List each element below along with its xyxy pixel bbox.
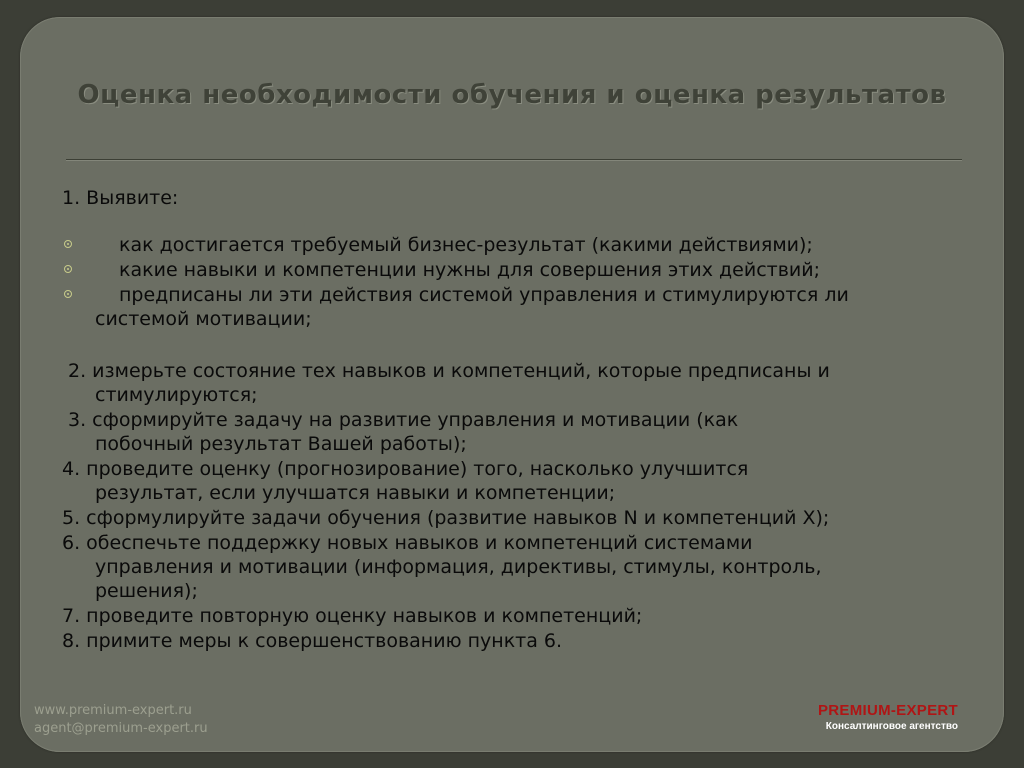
step-item: 7. проведите повторную оценку навыков и компетенций;: [62, 605, 643, 627]
bullet-item: предписаны ли эти действия системой управления и стимулируются ли: [119, 284, 849, 306]
step-item: 2. измерьте состояние тех навыков и компетенций, которые предписаны и: [68, 360, 830, 382]
step-item: 4. проведите оценку (прогнозирование) того, насколько улучшится: [62, 458, 749, 480]
bullet-item: как достигается требуемый бизнес-результат (какими действиями);: [119, 234, 813, 256]
step-item-continuation: стимулируются;: [95, 384, 258, 406]
slide-title: Оценка необходимости обучения и оценка результатов: [77, 80, 947, 110]
step-item-continuation: результат, если улучшатся навыки и компетенции;: [95, 482, 616, 504]
brand-name: PREMIUM-EXPERT: [817, 702, 958, 719]
step-item-continuation: решения);: [95, 580, 198, 602]
step-1-heading: 1. Выявите:: [62, 187, 179, 209]
title-divider: [66, 159, 962, 161]
bullet-circle-icon: [64, 265, 72, 273]
step-item-continuation: управления и мотивации (информация, директивы, стимулы, контроль,: [95, 556, 822, 578]
footer-contacts: [34, 702, 208, 738]
brand-logo: [818, 702, 958, 732]
step-item: 3. сформируйте задачу на развитие управления и мотивации (как: [68, 409, 739, 431]
bullet-circle-icon: [64, 240, 72, 248]
bullet-circle-icon: [64, 290, 72, 298]
step-item: 8. примите меры к совершенствованию пункта 6.: [62, 630, 563, 652]
bullet-item-continuation: системой мотивации;: [95, 308, 312, 330]
step-item: 6. обеспечьте поддержку новых навыков и компетенций системами: [62, 532, 753, 554]
step-item-continuation: побочный результат Вашей работы);: [95, 433, 467, 455]
website-link[interactable]: www.premium-expert.ru: [34, 703, 192, 718]
step-item: 5. сформулируйте задачи обучения (развитие навыков N и компетенций X);: [62, 507, 830, 529]
bullet-item: какие навыки и компетенции нужны для совершения этих действий;: [119, 259, 821, 281]
email-link[interactable]: agent@premium-expert.ru: [34, 721, 208, 736]
brand-tagline: Консалтинговое агентство: [825, 721, 958, 732]
